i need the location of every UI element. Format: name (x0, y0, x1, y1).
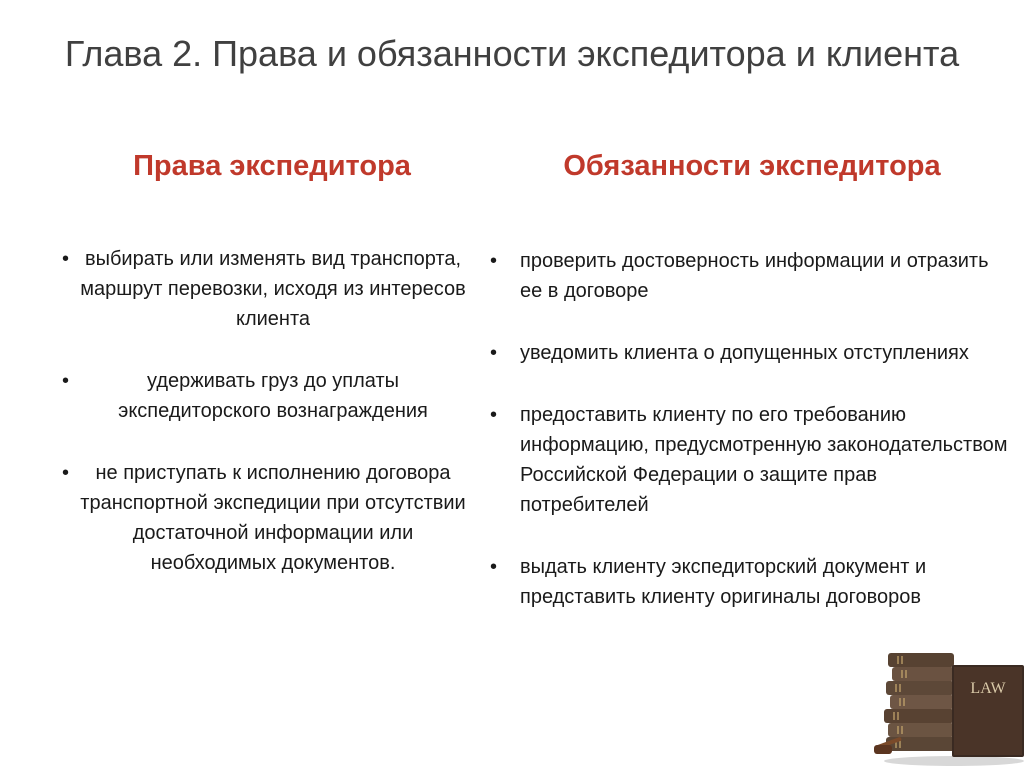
list-item (62, 458, 472, 578)
bullet-icon: • (490, 342, 498, 364)
bullet-icon: • (490, 250, 498, 272)
list-item-text: проверить достоверность информации и отразить ее в договоре (520, 250, 989, 302)
book-spine (892, 667, 954, 681)
bullet-icon: • (490, 404, 498, 426)
bullet-icon: • (62, 370, 70, 392)
list-item (62, 366, 472, 426)
shadow (884, 756, 1024, 766)
slide-title: Глава 2. Права и обязанности экспедитора и клиента (64, 33, 960, 74)
list-item (488, 338, 1008, 368)
law-label: LAW (970, 680, 1006, 697)
bullet-icon: • (490, 556, 498, 578)
list-item (488, 552, 1008, 612)
gavel-head (874, 745, 892, 754)
list-item-text: предоставить клиенту по его требованию информацию, предусмотренную законодательством Российской Федерации о защите прав потребителей (520, 404, 1008, 516)
list-item-text: выдать клиенту экспедиторский документ и представить клиенту оригиналы договоров (520, 556, 927, 608)
rights-heading: Права экспедитора (133, 150, 411, 182)
list-item (488, 400, 1008, 520)
rights-list (62, 244, 472, 610)
list-item (488, 246, 1008, 306)
list-item-text: не приступать к исполнению договора транспортной экспедиции при отсутствии достаточной информации или необходимых документов. (80, 462, 466, 574)
list-item-text: уведомить клиента о допущенных отступлениях (520, 342, 969, 364)
bullet-icon: • (62, 248, 70, 270)
law-books-gavel-icon (874, 637, 1024, 767)
duties-heading: Обязанности экспедитора (563, 150, 941, 182)
list-item-text: выбирать или изменять вид транспорта, маршрут перевозки, исходя из интересов клиента (80, 248, 466, 330)
bullet-icon: • (62, 462, 70, 484)
list-item-text: удерживать груз до уплаты экспедиторского вознаграждения (118, 370, 428, 422)
list-item (62, 244, 472, 334)
duties-list (488, 246, 1008, 644)
